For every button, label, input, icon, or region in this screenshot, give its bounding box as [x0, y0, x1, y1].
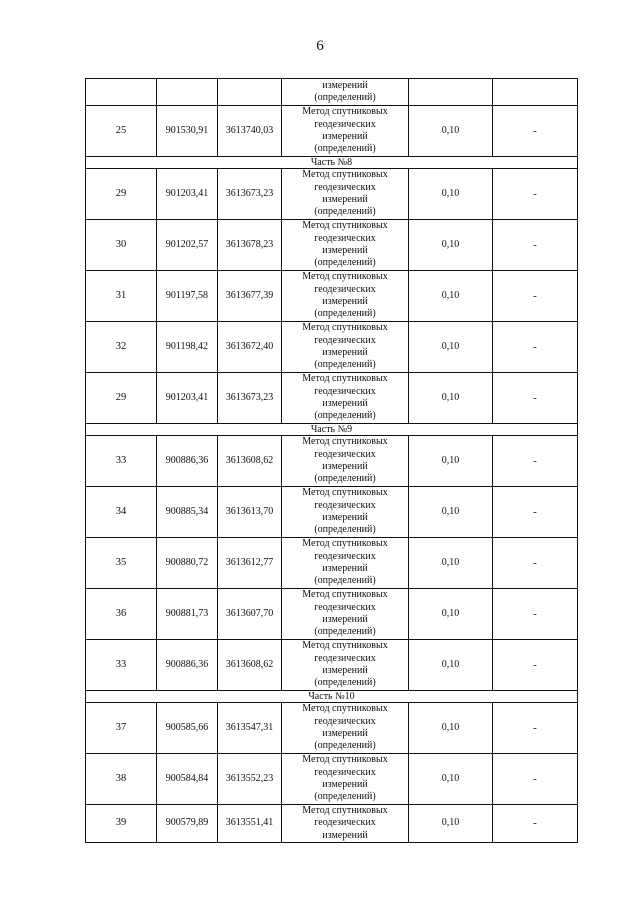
x-coordinate-cell: 900881,73 — [157, 589, 218, 640]
page-number: 6 — [316, 38, 324, 54]
method-line: геодезических — [314, 181, 376, 193]
description-cell: - — [493, 703, 578, 754]
accuracy-cell: 0,10 — [409, 169, 493, 220]
y-coordinate-cell: 3613607,70 — [218, 589, 282, 640]
point-number-cell: 29 — [86, 169, 157, 220]
accuracy-cell: 0,10 — [409, 106, 493, 157]
method-line: Метод спутниковых — [302, 169, 388, 181]
method-line: геодезических — [314, 118, 376, 130]
method-cell — [282, 79, 409, 106]
method-cell — [282, 106, 409, 157]
method-line: (определений) — [314, 791, 376, 803]
table-row — [86, 640, 578, 691]
x-coordinate-cell: 901202,57 — [157, 220, 218, 271]
y-coordinate-cell: 3613551,41 — [218, 805, 282, 843]
method-line: (определений) — [314, 740, 376, 752]
accuracy-cell: 0,10 — [409, 538, 493, 589]
method-line: измерений — [322, 245, 368, 256]
method-line: измерений — [322, 79, 368, 91]
description-cell: - — [493, 589, 578, 640]
method-line: Метод спутниковых — [302, 703, 388, 715]
point-number-cell: 34 — [86, 487, 157, 538]
description-cell: - — [493, 640, 578, 691]
y-coordinate-cell: 3613547,31 — [218, 703, 282, 754]
accuracy-cell: 0,10 — [409, 271, 493, 322]
accuracy-cell: 0,10 — [409, 487, 493, 538]
table-row — [86, 589, 578, 640]
part-title: Часть №9 — [86, 424, 578, 436]
accuracy-cell: 0,10 — [409, 220, 493, 271]
table-row — [86, 373, 578, 424]
table-row — [86, 436, 578, 487]
point-number-cell: 38 — [86, 754, 157, 805]
x-coordinate-cell: 901203,41 — [157, 169, 218, 220]
method-line: (определений) — [314, 524, 376, 536]
method-line: (определений) — [314, 626, 376, 638]
y-coordinate-cell: 3613673,23 — [218, 169, 282, 220]
table-row — [86, 220, 578, 271]
method-cell — [282, 220, 409, 271]
method-line: измерений — [322, 563, 368, 574]
method-line: измерений — [322, 461, 368, 472]
x-coordinate-cell: 901203,41 — [157, 373, 218, 424]
x-coordinate-cell: 900886,36 — [157, 436, 218, 487]
accuracy-cell: 0,10 — [409, 589, 493, 640]
method-line: Метод спутниковых — [302, 373, 388, 385]
description-cell: - — [493, 271, 578, 322]
point-number-cell: 32 — [86, 322, 157, 373]
description-cell: - — [493, 106, 578, 157]
method-line: измерений — [322, 665, 368, 676]
x-coordinate-cell — [157, 79, 218, 106]
part-header-row — [86, 424, 578, 436]
method-line: геодезических — [314, 550, 376, 562]
method-line: (определений) — [314, 359, 376, 371]
method-line: Метод спутниковых — [302, 436, 388, 448]
method-line: Метод спутниковых — [302, 754, 388, 766]
accuracy-cell: 0,10 — [409, 322, 493, 373]
y-coordinate-cell — [218, 79, 282, 106]
accuracy-cell: 0,10 — [409, 754, 493, 805]
method-line: измерений — [322, 296, 368, 307]
point-number-cell: 37 — [86, 703, 157, 754]
method-line: (определений) — [314, 677, 376, 689]
accuracy-cell: 0,10 — [409, 436, 493, 487]
method-line: измерений — [322, 398, 368, 409]
point-number-cell: 25 — [86, 106, 157, 157]
method-cell — [282, 805, 409, 843]
part-header-row — [86, 691, 578, 703]
method-line: измерений — [322, 347, 368, 358]
method-line: геодезических — [314, 766, 376, 778]
method-cell — [282, 640, 409, 691]
point-number-cell: 31 — [86, 271, 157, 322]
description-cell: - — [493, 169, 578, 220]
x-coordinate-cell: 901198,42 — [157, 322, 218, 373]
method-line: Метод спутниковых — [302, 640, 388, 652]
method-line: Метод спутниковых — [302, 805, 388, 816]
y-coordinate-cell: 3613678,23 — [218, 220, 282, 271]
method-line: измерений — [322, 131, 368, 142]
table-row-continuation — [86, 79, 578, 106]
description-cell: - — [493, 805, 578, 843]
method-line: измерений — [322, 512, 368, 523]
part-title: Часть №10 — [86, 691, 578, 703]
method-line: геодезических — [314, 652, 376, 664]
method-line: геодезических — [314, 232, 376, 244]
method-cell — [282, 436, 409, 487]
method-line: измерений — [322, 779, 368, 790]
accuracy-cell: 0,10 — [409, 373, 493, 424]
method-line: Метод спутниковых — [302, 538, 388, 550]
description-cell: - — [493, 754, 578, 805]
x-coordinate-cell: 900880,72 — [157, 538, 218, 589]
table-row — [86, 754, 578, 805]
method-cell — [282, 703, 409, 754]
method-line: (определений) — [314, 257, 376, 269]
method-line: (определений) — [314, 143, 376, 155]
method-line: (определений) — [314, 92, 376, 103]
method-line: (определений) — [314, 575, 376, 587]
method-line: геодезических — [314, 283, 376, 295]
y-coordinate-cell: 3613608,62 — [218, 640, 282, 691]
y-coordinate-cell: 3613608,62 — [218, 436, 282, 487]
method-line: измерений — [322, 614, 368, 625]
method-line: измерений — [322, 728, 368, 739]
accuracy-cell: 0,10 — [409, 805, 493, 843]
method-cell — [282, 538, 409, 589]
point-number-cell: 29 — [86, 373, 157, 424]
method-line: геодезических — [314, 499, 376, 511]
method-line: (определений) — [314, 308, 376, 320]
method-line: геодезических — [314, 817, 376, 829]
y-coordinate-cell: 3613740,03 — [218, 106, 282, 157]
point-number-cell: 30 — [86, 220, 157, 271]
method-line: геодезических — [314, 385, 376, 397]
method-cell — [282, 487, 409, 538]
method-line: геодезических — [314, 715, 376, 727]
method-line: (определений) — [314, 473, 376, 485]
part-title: Часть №8 — [86, 157, 578, 169]
method-line: геодезических — [314, 448, 376, 460]
method-line: Метод спутниковых — [302, 487, 388, 499]
method-line: геодезических — [314, 601, 376, 613]
method-cell — [282, 271, 409, 322]
method-cell — [282, 169, 409, 220]
x-coordinate-cell: 900579,89 — [157, 805, 218, 843]
method-cell — [282, 373, 409, 424]
y-coordinate-cell: 3613552,23 — [218, 754, 282, 805]
method-line: (определений) — [314, 410, 376, 422]
x-coordinate-cell: 901197,58 — [157, 271, 218, 322]
method-line: Метод спутниковых — [302, 220, 388, 232]
method-line: (определений) — [314, 206, 376, 218]
accuracy-cell — [409, 79, 493, 106]
table-row — [86, 538, 578, 589]
description-cell: - — [493, 436, 578, 487]
description-cell: - — [493, 373, 578, 424]
x-coordinate-cell: 900886,36 — [157, 640, 218, 691]
y-coordinate-cell: 3613672,40 — [218, 322, 282, 373]
x-coordinate-cell: 901530,91 — [157, 106, 218, 157]
method-line: Метод спутниковых — [302, 322, 388, 334]
description-cell: - — [493, 220, 578, 271]
part-header-row — [86, 157, 578, 169]
table-row — [86, 487, 578, 538]
method-line: измерений — [322, 194, 368, 205]
coordinates-table — [85, 78, 578, 843]
table-row — [86, 322, 578, 373]
y-coordinate-cell: 3613677,39 — [218, 271, 282, 322]
method-line: Метод спутниковых — [302, 589, 388, 601]
accuracy-cell: 0,10 — [409, 640, 493, 691]
y-coordinate-cell: 3613613,70 — [218, 487, 282, 538]
table-row — [86, 169, 578, 220]
table-row — [86, 805, 578, 843]
x-coordinate-cell: 900585,66 — [157, 703, 218, 754]
description-cell: - — [493, 538, 578, 589]
x-coordinate-cell: 900885,34 — [157, 487, 218, 538]
point-number-cell: 36 — [86, 589, 157, 640]
accuracy-cell: 0,10 — [409, 703, 493, 754]
table-row — [86, 703, 578, 754]
point-number-cell — [86, 79, 157, 106]
method-line: Метод спутниковых — [302, 271, 388, 283]
method-line: измерений — [322, 829, 368, 841]
method-line: Метод спутниковых — [302, 106, 388, 118]
description-cell: - — [493, 487, 578, 538]
point-number-cell: 33 — [86, 640, 157, 691]
y-coordinate-cell: 3613673,23 — [218, 373, 282, 424]
description-cell: - — [493, 322, 578, 373]
x-coordinate-cell: 900584,84 — [157, 754, 218, 805]
table-row — [86, 106, 578, 157]
method-cell — [282, 322, 409, 373]
description-cell — [493, 79, 578, 106]
table-row — [86, 271, 578, 322]
point-number-cell: 39 — [86, 805, 157, 843]
point-number-cell: 35 — [86, 538, 157, 589]
method-line: геодезических — [314, 334, 376, 346]
y-coordinate-cell: 3613612,77 — [218, 538, 282, 589]
method-cell — [282, 754, 409, 805]
method-cell — [282, 589, 409, 640]
point-number-cell: 33 — [86, 436, 157, 487]
